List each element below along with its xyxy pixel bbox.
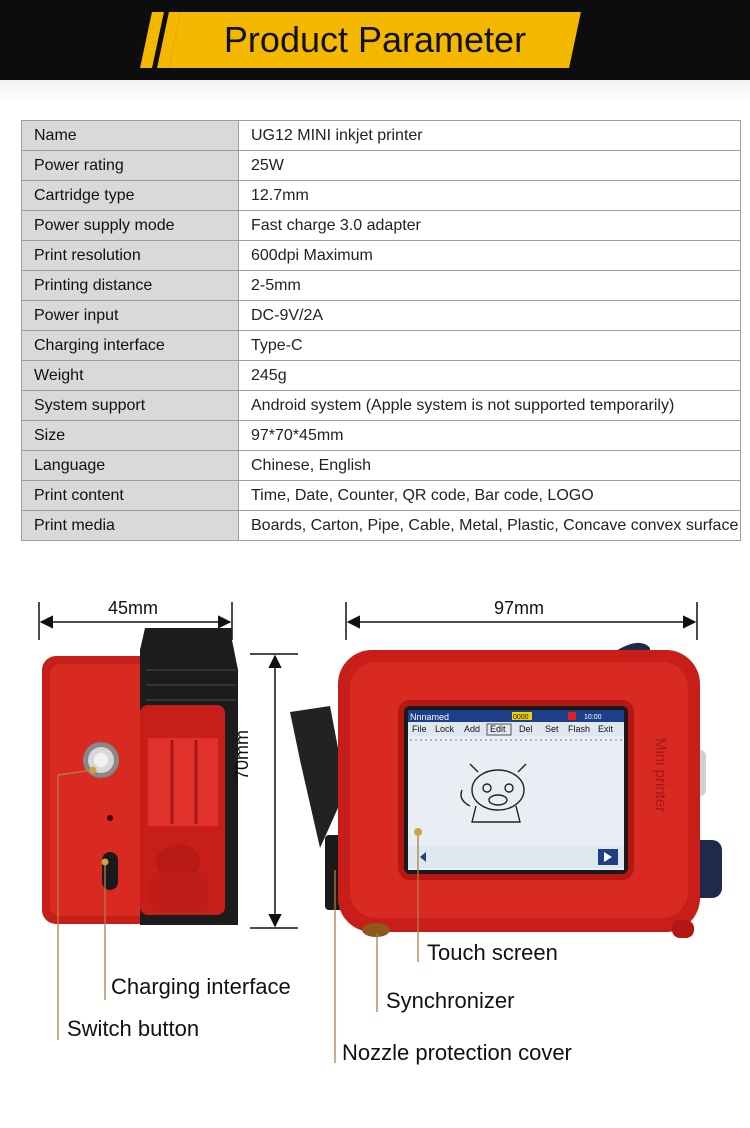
charging-interface-label: Charging interface xyxy=(111,974,291,999)
spec-value: 2-5mm xyxy=(239,271,741,301)
callout-dot xyxy=(102,859,109,866)
spec-label: Size xyxy=(22,421,239,451)
spec-value: UG12 MINI inkjet printer xyxy=(239,121,741,151)
width-label: 45mm xyxy=(108,598,159,618)
spec-value: 245g xyxy=(239,361,741,391)
spec-label: Charging interface xyxy=(22,331,239,361)
touch-screen-label: Touch screen xyxy=(427,940,558,965)
screen-menu-flash: Flash xyxy=(568,724,591,734)
spec-value: 25W xyxy=(239,151,741,181)
spec-value: 12.7mm xyxy=(239,181,741,211)
spec-label: Name xyxy=(22,121,239,151)
spec-value: DC-9V/2A xyxy=(239,301,741,331)
callout-dot xyxy=(414,828,422,836)
brand-text: Mini printer xyxy=(652,738,669,813)
screen-app-title: Nnnamed xyxy=(410,712,450,722)
page-title: Product Parameter xyxy=(223,19,527,60)
spec-value: 97*70*45mm xyxy=(239,421,741,451)
nozzle-cover-label: Nozzle protection cover xyxy=(342,1040,572,1065)
spec-value: Android system (Apple system is not supported temporarily) xyxy=(239,391,741,421)
indicator-hole xyxy=(107,815,113,821)
spec-label: Print media xyxy=(22,511,239,541)
spec-label: Cartridge type xyxy=(22,181,239,211)
screen-menu-del: Del xyxy=(519,724,533,734)
side-view-device xyxy=(42,628,238,925)
screen-counter: 0000 xyxy=(513,714,529,721)
switch-button-graphic xyxy=(83,742,119,778)
screen-menu-set: Set xyxy=(545,724,559,734)
spec-value: Chinese, English xyxy=(239,451,741,481)
length-label: 97mm xyxy=(494,598,545,618)
screen-menu-edit: Edit xyxy=(490,724,506,734)
spec-label: Print resolution xyxy=(22,241,239,271)
screen-time: 10:00 xyxy=(584,714,602,721)
spec-label: Print content xyxy=(22,481,239,511)
screen-menu-exit: Exit xyxy=(598,724,614,734)
height-dimension-line xyxy=(250,654,298,928)
spec-value: Time, Date, Counter, QR code, Bar code, LOGO xyxy=(239,481,741,511)
callout-dot xyxy=(90,767,97,774)
device-screen xyxy=(408,710,624,870)
spec-label: Power supply mode xyxy=(22,211,239,241)
screen-menu-add: Add xyxy=(464,724,481,734)
spec-label: System support xyxy=(22,391,239,421)
screen-menu-file: File xyxy=(412,724,427,734)
spec-label: Language xyxy=(22,451,239,481)
spec-value: 600dpi Maximum xyxy=(239,241,741,271)
spec-value: Boards, Carton, Pipe, Cable, Metal, Plastic, Concave convex surface xyxy=(239,511,741,541)
switch-button-label: Switch button xyxy=(67,1016,200,1041)
spec-value: Fast charge 3.0 adapter xyxy=(239,211,741,241)
spec-label: Printing distance xyxy=(22,271,239,301)
spec-label: Power rating xyxy=(22,151,239,181)
synchronizer-label: Synchronizer xyxy=(386,988,515,1013)
spec-label: Power input xyxy=(22,301,239,331)
spec-value: Type-C xyxy=(239,331,741,361)
spec-label: Weight xyxy=(22,361,239,391)
height-label: 70mm xyxy=(232,729,252,780)
screen-menu-lock: Lock xyxy=(435,724,455,734)
